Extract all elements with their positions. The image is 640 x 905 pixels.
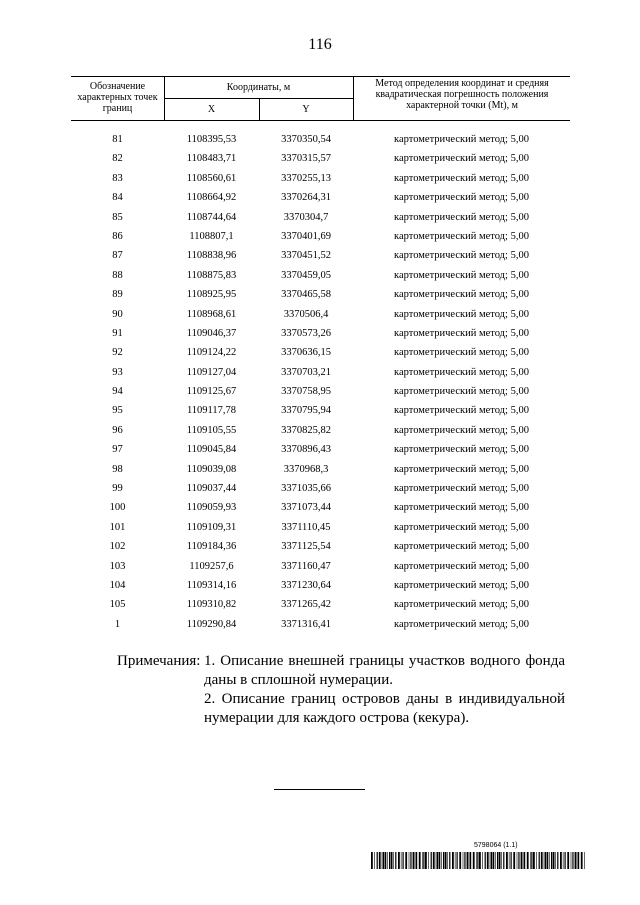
- method-cell: картометрический метод; 5,00: [394, 366, 529, 378]
- method-cell: картометрический метод; 5,00: [394, 192, 529, 204]
- x-cell: 1109125,67: [186, 386, 237, 398]
- y-cell: 3370264,31: [281, 192, 331, 204]
- x-cell: 1109184,36: [186, 541, 237, 553]
- method-cell: картометрический метод; 5,00: [394, 463, 529, 475]
- x-cell: 1109039,08: [186, 463, 237, 475]
- x-cell: 1108483,71: [186, 153, 237, 165]
- y-cell: 3370350,54: [281, 134, 331, 145]
- y-cell: 3371160,47: [281, 560, 331, 572]
- y-cell: 3371073,44: [281, 502, 331, 514]
- point-cell: 104: [109, 579, 126, 591]
- table-row: [71, 461, 570, 480]
- header-divider: [353, 76, 354, 121]
- y-cell: 3370825,82: [281, 424, 331, 436]
- x-cell: 1109257,6: [189, 560, 234, 572]
- method-cell: картометрический метод; 5,00: [394, 424, 529, 436]
- table-row: [71, 422, 570, 441]
- x-cell: 1109314,16: [186, 579, 237, 591]
- header-coords: Координаты, м: [226, 82, 291, 93]
- method-cell: картометрический метод; 5,00: [394, 230, 529, 242]
- x-cell: 1109105,55: [186, 424, 237, 436]
- y-cell: 3371035,66: [281, 483, 331, 495]
- point-cell: 92: [112, 347, 123, 359]
- point-cell: 105: [109, 599, 126, 611]
- page-number: 116: [308, 36, 332, 53]
- point-cell: 93: [112, 366, 123, 378]
- table-row: [71, 209, 570, 228]
- header-y: Y: [302, 104, 310, 115]
- point-cell: 81: [112, 134, 123, 145]
- header-method: Метод определения координат и средняя квадратическая погрешность положения характерной точки (Mt), м: [375, 78, 549, 111]
- notes-items: [204, 652, 565, 728]
- table-row: [71, 150, 570, 169]
- point-cell: 103: [109, 560, 126, 572]
- y-cell: 3371265,42: [281, 599, 331, 611]
- method-cell: картометрический метод; 5,00: [394, 405, 529, 417]
- point-cell: 102: [109, 541, 126, 553]
- y-cell: 3370795,94: [281, 405, 331, 417]
- point-cell: 95: [112, 405, 123, 417]
- point-cell: 84: [112, 192, 123, 204]
- point-cell: 87: [112, 250, 123, 262]
- x-cell: 1109127,04: [186, 366, 237, 378]
- x-cell: 1108875,83: [186, 269, 237, 281]
- x-cell: 1109109,31: [186, 521, 237, 533]
- table-row: [71, 402, 570, 421]
- method-cell: картометрический метод; 5,00: [394, 347, 529, 359]
- x-cell: 1108925,95: [186, 289, 237, 301]
- y-cell: 3370758,95: [281, 386, 331, 398]
- y-cell: 3370896,43: [281, 444, 331, 456]
- table-row: [71, 247, 570, 266]
- x-cell: 1109310,82: [186, 599, 237, 611]
- barcode: [371, 852, 586, 869]
- x-cell: 1108744,64: [186, 211, 237, 223]
- y-cell: 3371125,54: [281, 541, 331, 553]
- table-row: [71, 538, 570, 557]
- method-cell: картометрический метод; 5,00: [394, 327, 529, 339]
- header-bottom-border: [71, 120, 570, 121]
- method-cell: картометрический метод; 5,00: [394, 502, 529, 514]
- y-cell: 3370451,52: [281, 250, 331, 262]
- table-row: [71, 383, 570, 402]
- method-cell: картометрический метод; 5,00: [394, 483, 529, 495]
- y-cell: 3370703,21: [281, 366, 331, 378]
- header-point: Обозначение характерных точек границ: [77, 81, 158, 114]
- x-cell: 1109046,37: [186, 327, 237, 339]
- point-cell: 83: [112, 172, 123, 184]
- method-cell: картометрический метод; 5,00: [394, 250, 529, 262]
- y-cell: 3370401,69: [281, 230, 331, 242]
- table-row: [71, 364, 570, 383]
- y-cell: 3370573,26: [281, 327, 331, 339]
- y-cell: 3370304,7: [283, 211, 329, 223]
- x-cell: 1109037,44: [186, 483, 237, 495]
- table-body: [71, 131, 570, 635]
- table-row: [71, 344, 570, 363]
- method-cell: картометрический метод; 5,00: [394, 386, 529, 398]
- y-cell: 3370506,4: [283, 308, 329, 320]
- method-cell: картометрический метод; 5,00: [394, 579, 529, 591]
- table-row: [71, 519, 570, 538]
- method-cell: картометрический метод; 5,00: [394, 289, 529, 301]
- x-cell: 1108968,61: [186, 308, 237, 320]
- table-row: [71, 596, 570, 615]
- point-cell: 88: [112, 269, 123, 281]
- y-cell: 3370255,13: [281, 172, 331, 184]
- point-cell: 82: [112, 153, 123, 165]
- point-cell: 1: [114, 618, 121, 630]
- y-cell: 3371110,45: [281, 521, 331, 533]
- point-cell: 99: [112, 483, 123, 495]
- y-cell: 3371230,64: [281, 579, 331, 591]
- table-row: [71, 306, 570, 325]
- y-cell: 3370636,15: [281, 347, 331, 359]
- separator-line: [274, 789, 365, 790]
- point-cell: 98: [112, 463, 123, 475]
- method-cell: картометрический метод; 5,00: [394, 172, 529, 184]
- table-header: [71, 76, 570, 121]
- method-cell: картометрический метод; 5,00: [394, 211, 529, 223]
- point-cell: 86: [112, 230, 123, 242]
- table-row: [71, 228, 570, 247]
- point-cell: 96: [112, 424, 123, 436]
- table-row: [71, 441, 570, 460]
- method-cell: картометрический метод; 5,00: [394, 599, 529, 611]
- point-cell: 101: [109, 521, 126, 533]
- note-item: 2. Описание границ островов даны в индивидуальной нумерации для каждого острова (кекура).: [204, 691, 565, 726]
- point-cell: 90: [112, 308, 123, 320]
- note-item: 1. Описание внешней границы участков водного фонда даны в сплошной нумерации.: [204, 653, 565, 688]
- method-cell: картометрический метод; 5,00: [394, 521, 529, 533]
- table-row: [71, 267, 570, 286]
- method-cell: картометрический метод; 5,00: [394, 618, 529, 630]
- point-cell: 97: [112, 444, 123, 456]
- point-cell: 91: [112, 327, 123, 339]
- table-row: [71, 189, 570, 208]
- point-cell: 85: [112, 211, 123, 223]
- header-top-border: [71, 76, 570, 77]
- table-row: [71, 480, 570, 499]
- x-cell: 1109045,84: [186, 444, 237, 456]
- table-row: [71, 558, 570, 577]
- x-cell: 1108395,53: [186, 134, 237, 145]
- x-cell: 1109124,22: [186, 347, 237, 359]
- x-cell: 1108560,61: [186, 172, 237, 184]
- table-row: [71, 286, 570, 305]
- table-row: [71, 170, 570, 189]
- method-cell: картометрический метод; 5,00: [394, 560, 529, 572]
- method-cell: картометрический метод; 5,00: [394, 308, 529, 320]
- method-cell: картометрический метод; 5,00: [394, 153, 529, 165]
- y-cell: 3370968,3: [283, 463, 329, 475]
- method-cell: картометрический метод; 5,00: [394, 269, 529, 281]
- barcode-number: 5798064 (1.1): [474, 842, 518, 849]
- table-row: [71, 325, 570, 344]
- x-cell: 1108664,92: [186, 192, 237, 204]
- x-cell: 1109290,84: [186, 618, 237, 630]
- table-row: [71, 499, 570, 518]
- y-cell: 3370465,58: [281, 289, 331, 301]
- point-cell: 94: [112, 386, 123, 398]
- method-cell: картометрический метод; 5,00: [394, 134, 529, 145]
- header-x: X: [207, 104, 216, 115]
- method-cell: картометрический метод; 5,00: [394, 541, 529, 553]
- x-cell: 1108807,1: [189, 230, 234, 242]
- x-cell: 1109059,93: [186, 502, 237, 514]
- table-row: [71, 131, 570, 150]
- x-cell: 1108838,96: [186, 250, 237, 262]
- x-cell: 1109117,78: [186, 405, 237, 417]
- point-cell: 89: [112, 289, 123, 301]
- table-row: [71, 577, 570, 596]
- method-cell: картометрический метод; 5,00: [394, 444, 529, 456]
- y-cell: 3370459,05: [281, 269, 331, 281]
- table-row: [71, 616, 570, 635]
- point-cell: 100: [109, 502, 126, 514]
- y-cell: 3370315,57: [281, 153, 331, 165]
- y-cell: 3371316,41: [281, 618, 331, 630]
- notes-label: Примечания:: [117, 653, 201, 669]
